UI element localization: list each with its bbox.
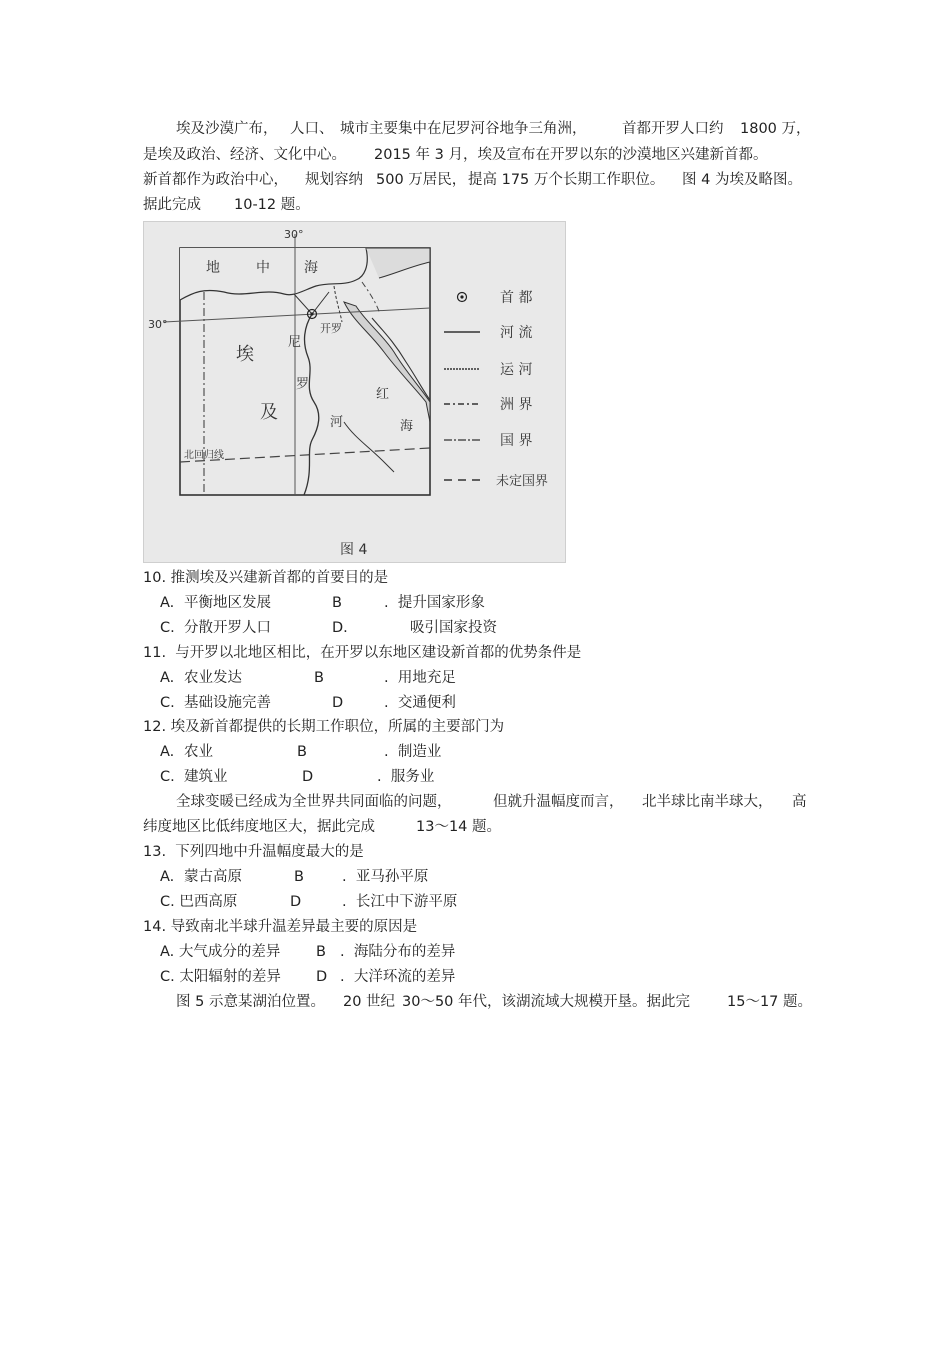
option-text: . 用地充足 (384, 670, 456, 686)
option-text: 农业 (184, 744, 213, 760)
sea-label: 地 (206, 260, 220, 276)
option-text: C. 太阳辐射的差异 (160, 969, 281, 985)
figure-4-egypt-map (143, 221, 566, 563)
intro1-text: 人口、 (290, 121, 334, 137)
option-label: D (302, 769, 314, 785)
intro1-text: 是埃及政治、经济、文化中心。 (143, 147, 346, 163)
cairo-label: 开罗 (320, 322, 342, 335)
red-sea-label: 红 (376, 387, 390, 402)
intro1-text: 1800 万， (740, 121, 811, 137)
intro1-text: 提高 175 万个长期工作职位。 (468, 172, 665, 188)
nile-label: 河 (330, 415, 344, 430)
nile-river (304, 314, 319, 495)
red-sea-label: 海 (400, 419, 414, 434)
south-east-coast (344, 422, 394, 472)
option-label: D (316, 969, 328, 985)
intro1-text: 图 4 为埃及略图。 (682, 172, 802, 188)
option-label: B (314, 670, 324, 686)
option-text: 基础设施完善 (184, 695, 271, 711)
legend-capital-dot (460, 295, 463, 298)
sinai-land (366, 248, 430, 278)
option-label: D (290, 894, 302, 910)
option-label: C. (160, 620, 175, 636)
option-text: . 大洋环流的差异 (340, 969, 456, 985)
intro1-text: 首都开罗人口约 (622, 121, 724, 137)
option-text: 建筑业 (184, 769, 228, 785)
legend-label: 未定国界 (496, 474, 549, 489)
option-text: 蒙古高原 (184, 869, 242, 885)
nile-label: 尼 (288, 335, 302, 350)
intro1-text: 据此完成 (143, 197, 201, 213)
option-label: C. (160, 769, 175, 785)
question-stem: 14. 导致南北半球升温差异最主要的原因是 (143, 919, 418, 935)
legend-label: 运 河 (500, 362, 533, 378)
intro1-text: 500 万居民， (376, 172, 467, 188)
question-stem: 11. 与开罗以北地区相比，在开罗以东地区建设新首都的优势条件是 (143, 645, 582, 661)
intro2-text: 北半球比南半球大， (642, 794, 773, 810)
option-text: 吸引国家投资 (410, 620, 497, 636)
intro2-text: 纬度地区比低纬度地区大，据此完成 (143, 819, 375, 835)
sea-label: 中 (256, 260, 270, 276)
option-text: . 提升国家形象 (384, 595, 485, 611)
intro2-text: 13～14 题。 (416, 819, 502, 835)
intro2-text: 高 (792, 794, 807, 810)
intro3-text: 30～50 年代，该湖流域大规模开垦。据此完 (402, 994, 691, 1010)
intro1-text: 10-12 题。 (234, 197, 310, 213)
option-label: A. (160, 670, 175, 686)
intro1-text: 2015 年 3 月，埃及宣布在开罗以东的沙漠地区兴建新首都。 (374, 147, 768, 163)
question-stem: 13. 下列四地中升温幅度最大的是 (143, 844, 364, 860)
option-label: A. (160, 595, 175, 611)
suez-canal (334, 286, 342, 322)
intro3-text: 15～17 题。 (727, 994, 813, 1010)
legend-label: 国 界 (500, 433, 533, 449)
option-label: B (297, 744, 307, 760)
intro1-text: 规划容纳 (305, 172, 363, 188)
lat-top-label: 30° (284, 228, 304, 241)
egypt-label: 埃 (236, 344, 254, 365)
option-text: 分散开罗人口 (184, 620, 271, 636)
option-label: A. (160, 869, 175, 885)
intro3-text: 20 世纪 (343, 994, 396, 1010)
map-legend (444, 290, 548, 489)
lat-left-label: 30° (148, 318, 168, 331)
option-label: B (316, 944, 326, 960)
nile-delta (294, 292, 329, 314)
intro1-text: 埃及沙漠广布， (176, 121, 278, 137)
option-text: . 交通便利 (384, 695, 456, 711)
legend-label: 河 流 (500, 325, 533, 341)
intro1-text: 城市主要集中在尼罗河谷地争三角洲， (340, 121, 587, 137)
option-text: . 海陆分布的差异 (340, 944, 456, 960)
option-text: . 服务业 (377, 769, 435, 785)
question-stem: 10. 推测埃及兴建新首都的首要目的是 (143, 570, 389, 586)
option-text: A. 大气成分的差异 (160, 944, 281, 960)
option-text: . 长江中下游平原 (342, 894, 458, 910)
nile-label: 罗 (296, 377, 310, 392)
egypt-label: 及 (260, 402, 278, 423)
egypt-map-svg (144, 222, 565, 562)
intro1-text: 新首都作为政治中心， (143, 172, 288, 188)
intro2-text: 全球变暖已经成为全世界共同面临的问题， (176, 794, 452, 810)
option-text: . 亚马孙平原 (342, 869, 429, 885)
option-label: A. (160, 744, 175, 760)
legend-label: 首 都 (500, 290, 533, 306)
sea-label: 海 (304, 260, 318, 276)
tropic-label: 北回归线 (184, 450, 224, 461)
option-text: C. 巴西高原 (160, 894, 238, 910)
figure-caption: 图 4 (340, 542, 368, 558)
option-label: D (332, 695, 344, 711)
cairo-capital-dot (310, 312, 313, 315)
option-text: 农业发达 (184, 670, 242, 686)
option-text: 平衡地区发展 (184, 595, 271, 611)
intro2-text: 但就升温幅度而言， (493, 794, 624, 810)
option-text: . 制造业 (384, 744, 442, 760)
question-stem: 12. 埃及新首都提供的长期工作职位，所属的主要部门为 (143, 719, 505, 735)
option-label: B (294, 869, 304, 885)
legend-label: 洲 界 (500, 397, 533, 413)
option-label: D. (332, 620, 348, 636)
option-label: B (332, 595, 342, 611)
intro3-text: 图 5 示意某湖泊位置。 (176, 994, 325, 1010)
continent-boundary (362, 282, 380, 314)
option-label: C. (160, 695, 175, 711)
red-sea (344, 302, 430, 422)
